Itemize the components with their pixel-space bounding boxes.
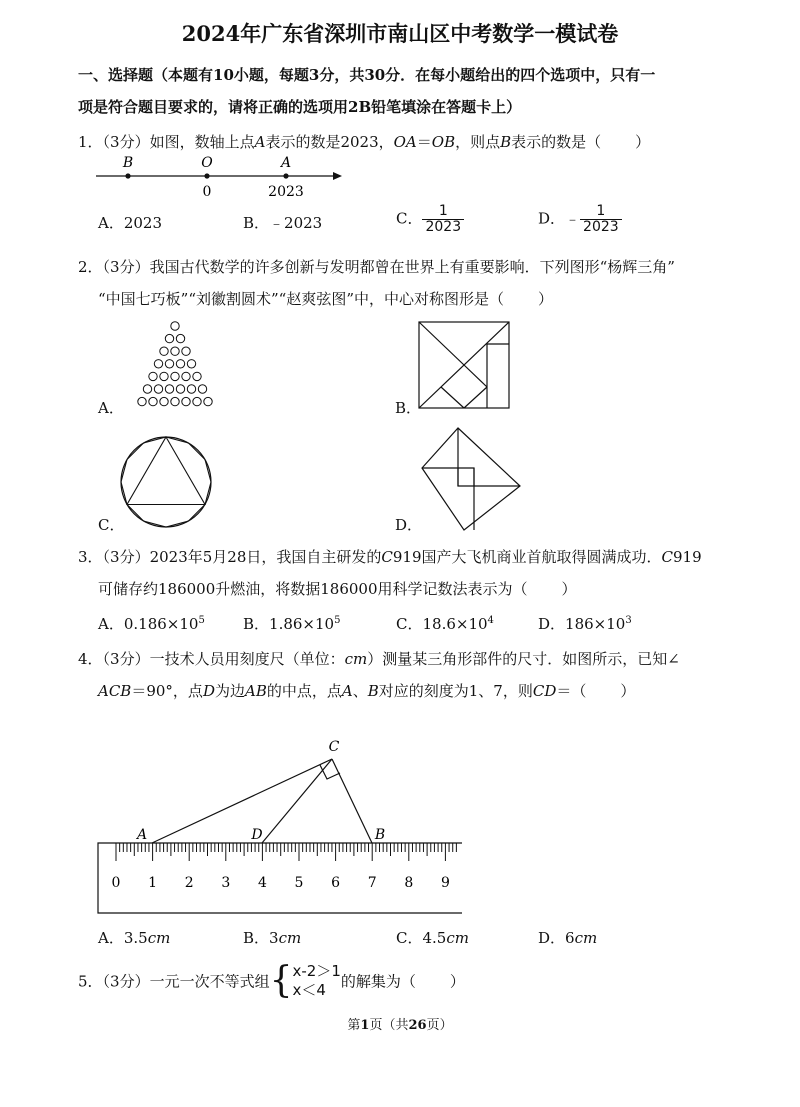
triangle-circle [149, 397, 157, 405]
triangle-circle [149, 372, 157, 380]
label-b: B [122, 155, 134, 171]
triangle-circle [138, 397, 146, 405]
q2-option-b[interactable]: B． [395, 399, 422, 417]
triangle-circle [198, 385, 206, 393]
triangle-circle [187, 360, 195, 368]
ruler-number: 3 [221, 875, 231, 891]
label-c: C [328, 739, 340, 755]
triangle-circle [176, 385, 184, 393]
ruler-number: 1 [148, 875, 158, 891]
q4-option-a[interactable]: A．3.5cm [98, 929, 171, 947]
q1-option-c[interactable]: C． $\frac{1}{2023}$ [396, 204, 464, 235]
triangle-circle [165, 334, 173, 342]
label-a: A [280, 155, 292, 171]
label-b: B [374, 827, 386, 843]
question-3-line1: 3．（3分）2023年5月28日，我国自主研发的C919国产大飞机商业首航取得圆满成功．C919 [78, 548, 702, 566]
label-o: O [201, 155, 213, 171]
label-d: D [251, 827, 263, 843]
triangle-circle [187, 385, 195, 393]
tick-0: 0 [202, 184, 212, 200]
q4-option-c[interactable]: C．4.5cm [396, 929, 469, 947]
question-4-line2: ACB＝90°，点D为边AB的中点，点A、B对应的刻度为1、7，则CD＝（ ） [98, 682, 636, 700]
triangle-circle [165, 385, 173, 393]
fraction: $\frac{1}{2023}$ [422, 204, 464, 235]
ruler-number: 6 [331, 875, 341, 891]
triangle-circle [204, 397, 212, 405]
fraction: $\frac{1}{2023}$ [580, 204, 622, 235]
q3-option-c[interactable]: C．$18.6\times 10^4$ [396, 615, 494, 633]
question-5-stem: 5．（3分）一元一次不等式组{ x-2＞1 x＜4 的解集为（ ） [78, 960, 465, 1001]
triangle-circle [154, 385, 162, 393]
section-heading-line1: 一、选择题（本题有10小题，每题3分，共30分．在每小题给出的四个选项中，只有一 [78, 66, 656, 84]
number-line-figure [90, 152, 350, 202]
q2-option-c[interactable]: C． [98, 516, 125, 534]
ruler-number: 2 [184, 875, 194, 891]
q1-option-b[interactable]: B．﹣2023 [243, 214, 323, 232]
q3-option-a[interactable]: A．$0.186\times 10^5$ [98, 615, 205, 633]
q4-option-b[interactable]: B．3cm [243, 929, 302, 947]
triangle-circle [171, 372, 179, 380]
triangle-circle [182, 397, 190, 405]
question-1-stem: 1．（3分）如图，数轴上点A表示的数是2023，OA＝OB，则点B表示的数是（ ） [78, 133, 651, 151]
ruler-triangle-figure [90, 735, 470, 920]
q3-option-b[interactable]: B．$1.86\times 10^5$ [243, 615, 341, 633]
ruler-number: 0 [111, 875, 121, 891]
triangle-circle [193, 397, 201, 405]
triangle-circle [182, 372, 190, 380]
triangle-circle [176, 360, 184, 368]
triangle-circle [171, 347, 179, 355]
yanghui-triangle-figure [118, 318, 232, 414]
q3-option-d[interactable]: D．$186\times 10^3$ [538, 615, 632, 633]
inequality-system: x-2＞1 x＜4 [292, 962, 341, 999]
triangle-circle [160, 347, 168, 355]
ruler-number: 5 [294, 875, 304, 891]
point-o-dot [204, 173, 209, 178]
left-brace: { [269, 960, 293, 1001]
tangram-figure [417, 320, 513, 412]
label-a: A [136, 827, 148, 843]
q1-option-a[interactable]: A．2023 [98, 214, 163, 232]
question-2-line1: 2．（3分）我国古代数学的许多创新与发明都曾在世界上有重要影响．下列图形“杨辉三角” [78, 258, 675, 276]
triangle-circle [165, 360, 173, 368]
section-heading-line2: 项是符合题目要求的，请将正确的选项用2B铅笔填涂在答题卡上） [78, 98, 522, 116]
triangle-circle [160, 372, 168, 380]
zhaoshuang-figure [418, 424, 526, 532]
ruler-number: 8 [404, 875, 414, 891]
triangle-circle [193, 372, 201, 380]
question-3-line2: 可储存约186000升燃油，将数据186000用科学记数法表示为（ ） [98, 580, 577, 598]
page-title: 2024年广东省深圳市南山区中考数学一模试卷 [181, 21, 619, 46]
q2-option-d[interactable]: D． [395, 516, 423, 534]
triangle-circle [154, 360, 162, 368]
page-footer: 第1页（共26页） [347, 1018, 453, 1033]
q2-option-a[interactable]: A． [98, 399, 124, 417]
ruler-number: 4 [257, 875, 267, 891]
q4-option-d[interactable]: D．6cm [538, 929, 598, 947]
liuhui-circle-figure [118, 434, 214, 530]
question-2-line2: “中国七巧板”“刘徽割圆术”“赵爽弦图”中，中心对称图形是（ ） [98, 290, 554, 308]
point-a-dot [283, 173, 288, 178]
point-b-dot [125, 173, 130, 178]
ruler-number: 7 [367, 875, 377, 891]
triangle-circle [143, 385, 151, 393]
ruler-number: 9 [440, 875, 450, 891]
triangle-circle [182, 347, 190, 355]
triangle-circle [160, 397, 168, 405]
triangle-circle [171, 397, 179, 405]
triangle-circle [176, 334, 184, 342]
q1-option-d[interactable]: D．﹣ $\frac{1}{2023}$ [538, 204, 622, 235]
triangle-circle [171, 322, 179, 330]
question-4-line1: 4．（3分）一技术人员用刻度尺（单位：cm）测量某三角形部件的尺寸．如图所示，已知∠ [78, 650, 680, 668]
tick-2023: 2023 [268, 184, 304, 200]
